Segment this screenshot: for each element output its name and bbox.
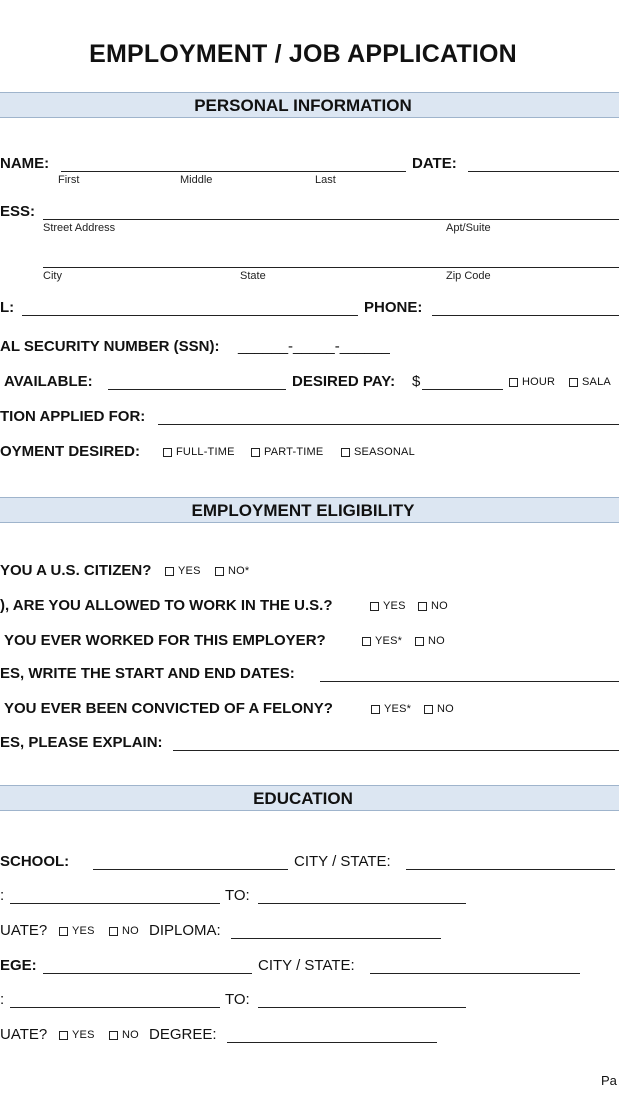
desired-pay-field[interactable] [422,389,503,390]
college-city-state-label: CITY / STATE: [258,957,355,974]
full-time-checkbox[interactable] [163,448,172,457]
allowed-no-option[interactable] [418,600,448,612]
citizen-no-checkbox[interactable] [215,567,224,576]
name-first-caption: First [58,174,80,186]
explain-field[interactable] [173,750,619,751]
worked-yes-label: YES* [375,635,403,647]
college-graduate-no-option[interactable] [109,1029,139,1041]
position-applied-label: TION APPLIED FOR: [0,408,146,425]
dollar-sign: $ [412,373,421,390]
college-from-label: : [0,991,5,1008]
college-city-state-field[interactable] [370,973,580,974]
allowed-yes-label: YES [383,600,406,612]
salary-label: SALA [582,376,611,388]
employment-desired-label: OYMENT DESIRED: [0,443,141,460]
felony-question: YOU EVER BEEN CONVICTED OF A FELONY? [4,700,333,717]
graduate-yes-label: YES [72,925,95,937]
state-caption: State [240,270,266,282]
allowed-no-checkbox[interactable] [418,602,427,611]
felony-no-option[interactable] [424,703,454,715]
graduate-yes-checkbox[interactable] [59,927,68,936]
high-school-to-field[interactable] [258,903,466,904]
seasonal-option[interactable] [341,446,415,458]
high-school-field[interactable] [93,869,288,870]
college-label: EGE: [0,957,37,974]
allowed-to-work-question: ), ARE YOU ALLOWED TO WORK IN THE U.S.? [0,597,333,614]
citizen-yes-checkbox[interactable] [165,567,174,576]
seasonal-label: SEASONAL [354,446,415,458]
hour-label: HOUR [522,376,556,388]
street-address-field[interactable] [43,219,619,220]
address-label: ESS: [0,203,36,220]
high-school-from-field[interactable] [10,903,220,904]
college-field[interactable] [43,973,252,974]
college-graduate-yes-checkbox[interactable] [59,1031,68,1040]
salary-checkbox[interactable] [569,378,578,387]
start-end-dates-question: ES, WRITE THE START AND END DATES: [0,665,295,682]
allowed-yes-checkbox[interactable] [370,602,379,611]
graduate-no-label: NO [122,925,139,937]
name-last-caption: Last [315,174,336,186]
seasonal-checkbox[interactable] [341,448,350,457]
high-school-city-state-label: CITY / STATE: [294,853,391,870]
diploma-field[interactable] [231,938,441,939]
explain-question: ES, PLEASE EXPLAIN: [0,734,163,751]
felony-yes-label: YES* [384,703,412,715]
full-time-option[interactable] [163,446,235,458]
date-available-field[interactable] [108,389,286,390]
allowed-yes-option[interactable] [370,600,406,612]
salary-option[interactable] [569,376,611,388]
part-time-checkbox[interactable] [251,448,260,457]
diploma-label: DIPLOMA: [149,922,221,939]
date-available-label: AVAILABLE: [4,373,93,390]
high-school-graduate-label: UATE? [0,922,48,939]
name-field[interactable] [61,171,406,172]
section-title-eligibility: EMPLOYMENT ELIGIBILITY [191,501,415,520]
email-field[interactable] [22,315,358,316]
worked-no-option[interactable] [415,635,445,647]
ssn-field[interactable]: ______-_____-______ [238,338,390,355]
email-label: L: [0,299,15,316]
college-from-field[interactable] [10,1007,220,1008]
hour-option[interactable] [509,376,555,388]
page-title: EMPLOYMENT / JOB APPLICATION [89,40,517,68]
employment-eligibility-header [0,497,619,523]
worked-yes-option[interactable] [362,635,402,647]
section-title-education: EDUCATION [253,789,353,808]
felony-yes-checkbox[interactable] [371,705,380,714]
desired-pay-label: DESIRED PAY: [292,373,396,390]
name-middle-caption: Middle [180,174,213,186]
part-time-label: PART-TIME [264,446,324,458]
allowed-no-label: NO [431,600,448,612]
date-field[interactable] [468,171,619,172]
phone-field[interactable] [432,315,619,316]
ssn-label: AL SECURITY NUMBER (SSN): [0,338,220,355]
college-graduate-yes-option[interactable] [59,1029,95,1041]
part-time-option[interactable] [251,446,323,458]
apt-suite-caption: Apt/Suite [446,222,491,234]
citizen-yes-label: YES [178,565,201,577]
full-time-label: FULL-TIME [176,446,235,458]
college-graduate-no-label: NO [122,1029,139,1041]
worked-for-employer-question: YOU EVER WORKED FOR THIS EMPLOYER? [4,632,326,649]
worked-no-checkbox[interactable] [415,637,424,646]
citizen-question: YOU A U.S. CITIZEN? [0,562,152,579]
hour-checkbox[interactable] [509,378,518,387]
high-school-city-state-field[interactable] [406,869,615,870]
felony-yes-option[interactable] [371,703,411,715]
degree-field[interactable] [227,1042,437,1043]
high-school-from-label: : [0,887,5,904]
citizen-no-option[interactable] [215,565,249,577]
start-end-dates-field[interactable] [320,681,619,682]
degree-label: DEGREE: [149,1026,217,1043]
felony-no-label: NO [437,703,454,715]
position-applied-field[interactable] [158,424,619,425]
phone-label: PHONE: [364,299,423,316]
education-header [0,785,619,811]
graduate-no-option[interactable] [109,925,139,937]
citizen-no-label: NO* [228,565,250,577]
high-school-to-label: TO: [225,887,250,904]
date-label: DATE: [412,155,457,172]
section-title-personal: PERSONAL INFORMATION [194,96,412,115]
college-to-label: TO: [225,991,250,1008]
graduate-yes-option[interactable] [59,925,95,937]
name-label: NAME: [0,155,50,172]
citizen-yes-option[interactable] [165,565,201,577]
worked-no-label: NO [428,635,445,647]
worked-yes-checkbox[interactable] [362,637,371,646]
street-address-caption: Street Address [43,222,116,234]
page-number: Pa [601,1073,617,1088]
college-to-field[interactable] [258,1007,466,1008]
city-state-zip-field[interactable] [43,267,619,268]
college-graduate-yes-label: YES [72,1029,95,1041]
zip-code-caption: Zip Code [446,270,491,282]
graduate-no-checkbox[interactable] [109,927,118,936]
college-graduate-label: UATE? [0,1026,48,1043]
college-graduate-no-checkbox[interactable] [109,1031,118,1040]
felony-no-checkbox[interactable] [424,705,433,714]
high-school-label: SCHOOL: [0,853,70,870]
personal-information-header [0,92,619,118]
city-caption: City [43,270,62,282]
